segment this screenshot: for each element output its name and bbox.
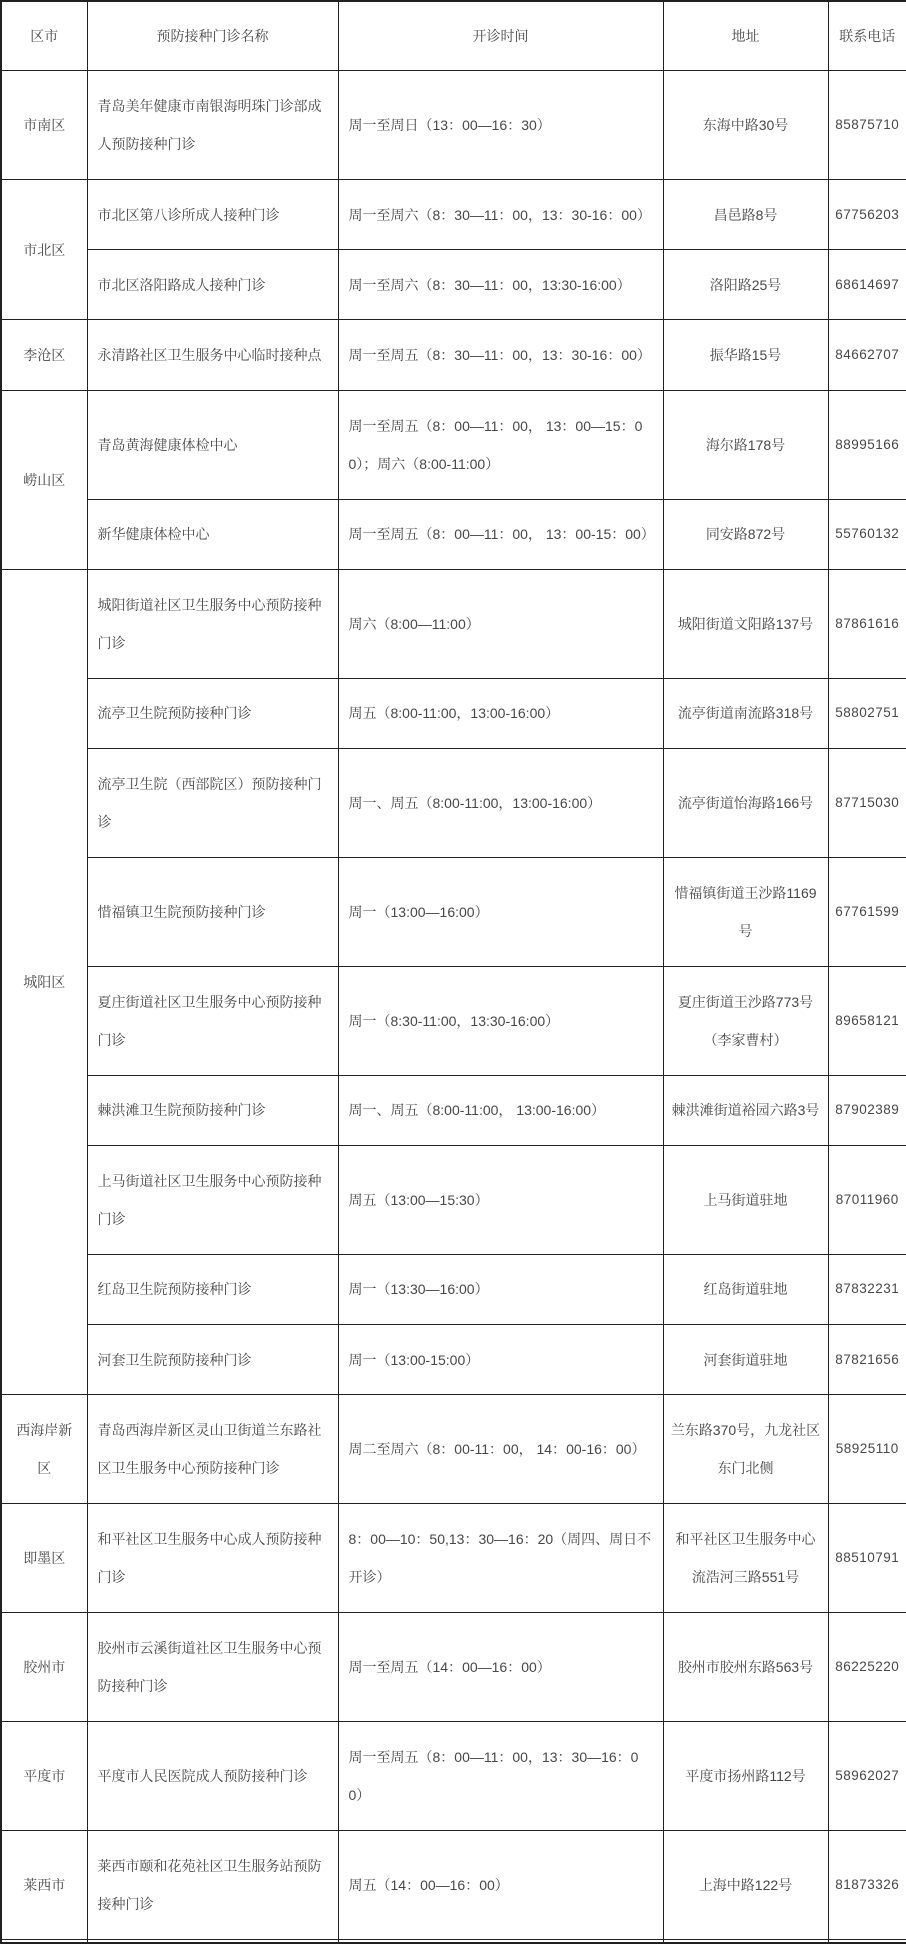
table-row (1, 499, 906, 569)
phone-number-cell: 68614697 (828, 250, 906, 320)
opening-hours-cell: 周一至周日（13：00—16：30） (338, 71, 663, 180)
table-row (1, 1075, 906, 1145)
address-cell: 城阳街道文阳路137号 (663, 569, 828, 678)
address-cell: 胶州市胶州东路563号 (663, 1613, 828, 1722)
address-cell: 上马街道驻地 (663, 1145, 828, 1254)
column-header-clinic-name: 预防接种门诊名称 (87, 1, 338, 71)
opening-hours-cell: 周一至周五（8：00—11：00，13：30—16：00） (338, 1721, 663, 1830)
opening-hours-cell: 8：00—10：50,13：30—16：20（周四、周日不开诊） (338, 1504, 663, 1613)
opening-hours-cell: 周二至周六（8：00-11：00， 14：00-16：00） (338, 1395, 663, 1504)
table-row (1, 857, 906, 966)
district-cell: 即墨区 (1, 1504, 87, 1613)
opening-hours-cell: 周一至周五（8：30—11：00，13：30-16：00） (338, 320, 663, 390)
address-cell: 振华路15号 (663, 320, 828, 390)
district-cell: 平度市 (1, 1721, 87, 1830)
table-row (1, 1721, 906, 1830)
district-cell: 市北区 (1, 179, 87, 319)
opening-hours-cell: 周一至周五（8：00—11：00， 13：00-15：00） (338, 499, 663, 569)
phone-number-cell: 58925110 (828, 1395, 906, 1504)
phone-number-cell: 81873326 (828, 1830, 906, 1939)
address-cell: 棘洪滩街道裕园六路3号 (663, 1075, 828, 1145)
empty-cell (1, 1939, 87, 1943)
district-cell: 崂山区 (1, 390, 87, 569)
phone-number-cell: 86225220 (828, 1613, 906, 1722)
clinic-name-cell: 红岛卫生院预防接种门诊 (87, 1254, 338, 1324)
opening-hours-cell: 周五（14：00—16：00） (338, 1830, 663, 1939)
table-row (1, 390, 906, 499)
table-row (1, 1504, 906, 1613)
address-cell: 上海中路122号 (663, 1830, 828, 1939)
district-cell: 胶州市 (1, 1613, 87, 1722)
phone-number-cell: 87715030 (828, 748, 906, 857)
column-header-district: 区市 (1, 1, 87, 71)
empty-cell (663, 1939, 828, 1943)
address-cell: 平度市扬州路112号 (663, 1721, 828, 1830)
phone-number-cell: 55760132 (828, 499, 906, 569)
phone-number-cell: 89658121 (828, 966, 906, 1075)
clinic-name-cell: 新华健康体检中心 (87, 499, 338, 569)
table-row (1, 1613, 906, 1722)
empty-partial-row (1, 1939, 906, 1943)
clinic-name-cell: 城阳街道社区卫生服务中心预防接种门诊 (87, 569, 338, 678)
clinic-name-cell: 青岛黄海健康体检中心 (87, 390, 338, 499)
phone-number-cell: 88995166 (828, 390, 906, 499)
clinic-name-cell: 青岛西海岸新区灵山卫街道兰东路社区卫生服务中心预防接种门诊 (87, 1395, 338, 1504)
table-row (1, 179, 906, 249)
table-footer (1, 1939, 906, 1943)
phone-number-cell: 87902389 (828, 1075, 906, 1145)
header-row (1, 1, 906, 71)
clinic-name-cell: 市北区洛阳路成人接种门诊 (87, 250, 338, 320)
address-cell: 惜福镇街道王沙路1169号 (663, 857, 828, 966)
phone-number-cell: 87821656 (828, 1324, 906, 1394)
opening-hours-cell: 周一、周五（8:00-11:00， 13:00-16:00） (338, 1075, 663, 1145)
clinic-name-cell: 市北区第八诊所成人接种门诊 (87, 179, 338, 249)
address-cell: 兰东路370号，九龙社区东门北侧 (663, 1395, 828, 1504)
address-cell: 和平社区卫生服务中心流浩河三路551号 (663, 1504, 828, 1613)
district-cell: 西海岸新区 (1, 1395, 87, 1504)
clinic-name-cell: 流亭卫生院（西部院区）预防接种门诊 (87, 748, 338, 857)
address-cell: 海尔路178号 (663, 390, 828, 499)
clinic-name-cell: 永清路社区卫生服务中心临时接种点 (87, 320, 338, 390)
phone-number-cell: 67761599 (828, 857, 906, 966)
table-row (1, 569, 906, 678)
table-row (1, 1395, 906, 1504)
clinic-name-cell: 惜福镇卫生院预防接种门诊 (87, 857, 338, 966)
address-cell: 洛阳路25号 (663, 250, 828, 320)
clinic-name-cell: 上马街道社区卫生服务中心预防接种门诊 (87, 1145, 338, 1254)
table-row (1, 1830, 906, 1939)
opening-hours-cell: 周六（8:00—11:00） (338, 569, 663, 678)
district-cell: 李沧区 (1, 320, 87, 390)
phone-number-cell: 58962027 (828, 1721, 906, 1830)
opening-hours-cell: 周五（8:00-11:00，13:00-16:00） (338, 678, 663, 748)
empty-cell (338, 1939, 663, 1943)
clinic-name-cell: 胶州市云溪街道社区卫生服务中心预防接种门诊 (87, 1613, 338, 1722)
address-cell: 流亭街道南流路318号 (663, 678, 828, 748)
opening-hours-cell: 周一（8:30-11:00，13:30-16:00） (338, 966, 663, 1075)
clinic-name-cell: 青岛美年健康市南银海明珠门诊部成人预防接种门诊 (87, 71, 338, 180)
clinic-name-cell: 河套卫生院预防接种门诊 (87, 1324, 338, 1394)
table-row (1, 320, 906, 390)
opening-hours-cell: 周五（13:00—15:30） (338, 1145, 663, 1254)
opening-hours-cell: 周一（13:00-15:00） (338, 1324, 663, 1394)
empty-cell (87, 1939, 338, 1943)
opening-hours-cell: 周一至周五（14：00—16：00） (338, 1613, 663, 1722)
phone-number-cell: 87832231 (828, 1254, 906, 1324)
phone-number-cell: 84662707 (828, 320, 906, 390)
address-cell: 流亭街道怡海路166号 (663, 748, 828, 857)
table-row (1, 966, 906, 1075)
address-cell: 夏庄街道王沙路773号（李家曹村） (663, 966, 828, 1075)
address-cell: 河套街道驻地 (663, 1324, 828, 1394)
empty-cell (828, 1939, 906, 1943)
table-row (1, 250, 906, 320)
clinic-name-cell: 莱西市颐和花苑社区卫生服务站预防接种门诊 (87, 1830, 338, 1939)
phone-number-cell: 67756203 (828, 179, 906, 249)
table-body (1, 71, 906, 1940)
clinic-name-cell: 棘洪滩卫生院预防接种门诊 (87, 1075, 338, 1145)
table-row (1, 748, 906, 857)
opening-hours-cell: 周一至周六（8：30—11：00，13:30-16:00） (338, 250, 663, 320)
phone-number-cell: 87861616 (828, 569, 906, 678)
clinic-name-cell: 和平社区卫生服务中心成人预防接种门诊 (87, 1504, 338, 1613)
table-header (1, 1, 906, 71)
column-header-phone: 联系电话 (828, 1, 906, 71)
phone-number-cell: 58802751 (828, 678, 906, 748)
phone-number-cell: 87011960 (828, 1145, 906, 1254)
address-cell: 同安路872号 (663, 499, 828, 569)
phone-number-cell: 85875710 (828, 71, 906, 180)
column-header-opening-hours: 开诊时间 (338, 1, 663, 71)
district-cell: 城阳区 (1, 569, 87, 1394)
table-row (1, 678, 906, 748)
address-cell: 昌邑路8号 (663, 179, 828, 249)
table-row (1, 1324, 906, 1394)
opening-hours-cell: 周一至周五（8：00—11：00， 13：00—15：00）；周六（8:00-11:00） (338, 390, 663, 499)
opening-hours-cell: 周一（13:30—16:00） (338, 1254, 663, 1324)
table-row (1, 71, 906, 180)
address-cell: 红岛街道驻地 (663, 1254, 828, 1324)
opening-hours-cell: 周一至周六（8：30—11：00，13：30-16：00） (338, 179, 663, 249)
table-row (1, 1145, 906, 1254)
table-row (1, 1254, 906, 1324)
address-cell: 东海中路30号 (663, 71, 828, 180)
clinic-name-cell: 平度市人民医院成人预防接种门诊 (87, 1721, 338, 1830)
opening-hours-cell: 周一、周五（8:00-11:00，13:00-16:00） (338, 748, 663, 857)
phone-number-cell: 88510791 (828, 1504, 906, 1613)
district-cell: 市南区 (1, 71, 87, 180)
district-cell: 莱西市 (1, 1830, 87, 1939)
clinic-name-cell: 流亭卫生院预防接种门诊 (87, 678, 338, 748)
opening-hours-cell: 周一（13:00—16:00） (338, 857, 663, 966)
column-header-address: 地址 (663, 1, 828, 71)
clinic-name-cell: 夏庄街道社区卫生服务中心预防接种门诊 (87, 966, 338, 1075)
